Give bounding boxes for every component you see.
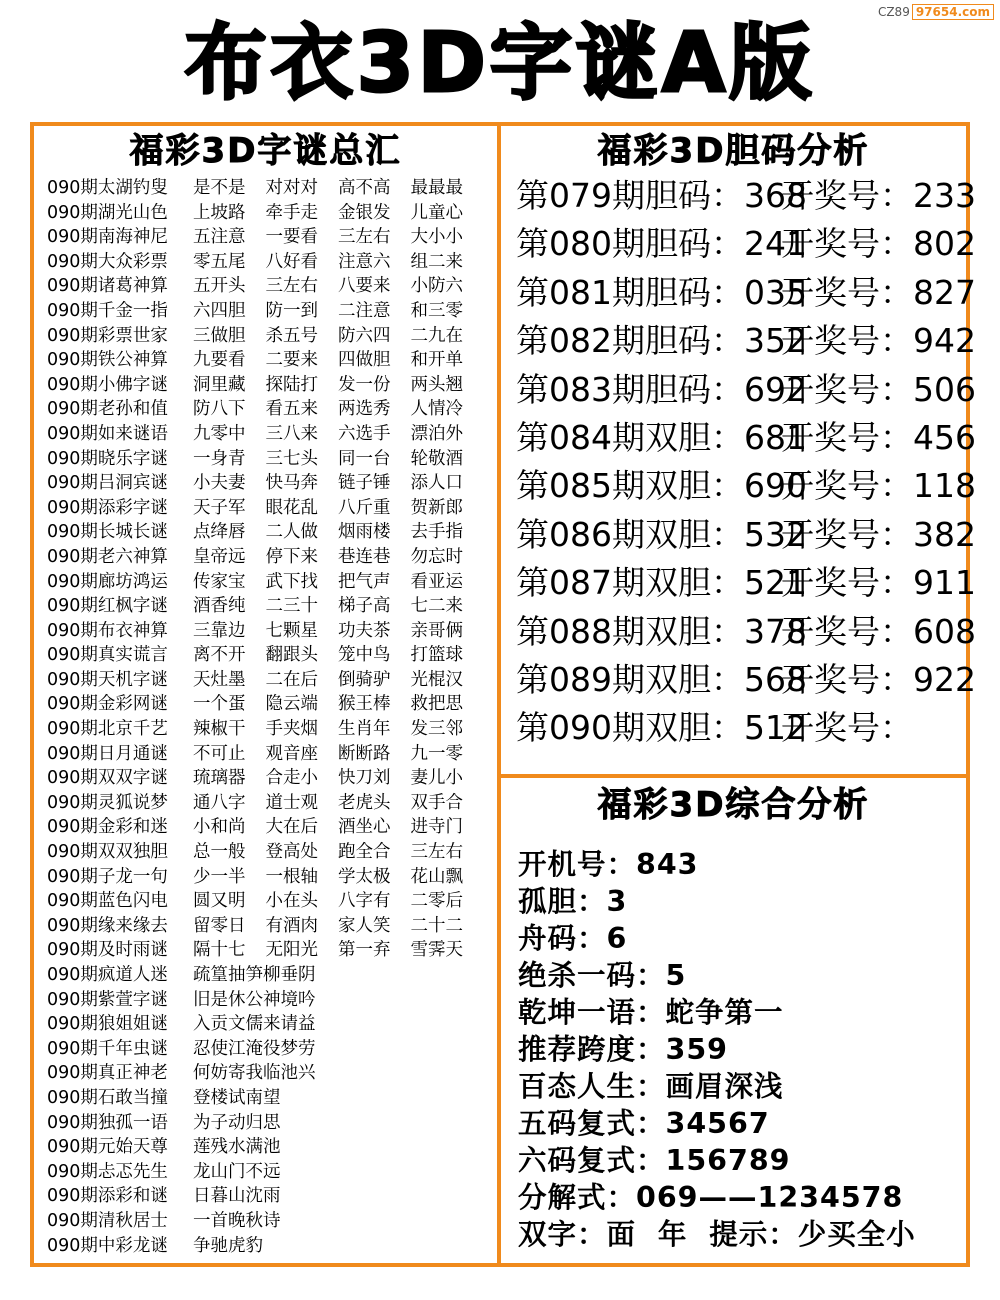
- riddle-clue: 洞里藏: [193, 374, 246, 395]
- riddle-clue: 三八来: [265, 423, 318, 444]
- riddle-source: 090期北京千艺: [47, 719, 168, 740]
- riddle-row: [47, 594, 487, 619]
- riddle-clue: 笼中鸟: [338, 645, 391, 666]
- riddle-row: [47, 914, 487, 939]
- riddle-clue: 入贡文儒来请益: [193, 1014, 316, 1035]
- riddle-clue: 进寺门: [410, 817, 463, 838]
- riddle-clue: 二人做: [265, 522, 318, 543]
- riddle-clue: 道士观: [265, 792, 318, 813]
- combo-item: 五码复式：34567: [518, 1107, 770, 1140]
- riddle-clue: 一身青: [193, 448, 246, 469]
- riddle-row: [47, 1086, 487, 1111]
- riddle-clue: 贺新郎: [410, 497, 463, 518]
- riddle-row: [47, 447, 487, 472]
- riddle-clue: 一首晚秋诗: [193, 1210, 281, 1231]
- riddle-row: [47, 889, 487, 914]
- riddle-row: [47, 545, 487, 570]
- riddle-clue: 八要来: [338, 276, 391, 297]
- riddle-clue: 二要来: [265, 350, 318, 371]
- riddle-clue: 二三十: [265, 596, 318, 617]
- riddle-clue: 救把思: [410, 694, 463, 715]
- combo-item: 分解式：069——1234578: [518, 1181, 904, 1214]
- riddle-source: 090期添彩和谜: [47, 1186, 168, 1207]
- riddle-row: [47, 201, 487, 226]
- riddle-clue: 观音座: [265, 743, 318, 764]
- riddle-clue: 武下找: [265, 571, 318, 592]
- riddle-clue: 少一半: [193, 866, 246, 887]
- riddle-clue: 防六四: [338, 325, 391, 346]
- riddle-row: [47, 324, 487, 349]
- riddle-clue: 光棍汉: [410, 669, 463, 690]
- riddle-row: [47, 840, 487, 865]
- riddle-clue: 酒坐心: [338, 817, 391, 838]
- watermark-domain[interactable]: 97654.com: [912, 4, 994, 20]
- riddle-clue: 点绛唇: [193, 522, 246, 543]
- riddle-clue: 和开单: [410, 350, 463, 371]
- riddle-clue: 梯子高: [338, 596, 391, 617]
- riddle-clue: 隐云端: [265, 694, 318, 715]
- riddle-clue: 九一零: [410, 743, 463, 764]
- page-title: 布衣3D字谜A版: [184, 16, 816, 111]
- riddle-clue: 眼花乱: [265, 497, 318, 518]
- riddle-source: 090期真实谎言: [47, 645, 168, 666]
- riddle-clue: 九零中: [193, 423, 246, 444]
- dan-draw-result: 开奖号：802: [781, 224, 976, 264]
- riddle-clue: 八斤重: [338, 497, 391, 518]
- combo-item: 六码复式：156789: [518, 1144, 791, 1177]
- riddle-source: 090期中彩龙谜: [47, 1235, 168, 1256]
- riddle-row: [47, 1234, 487, 1259]
- riddle-clue: 离不开: [193, 645, 246, 666]
- dan-draw-result: 开奖号：911: [781, 563, 976, 603]
- dan-period-code: 第080期胆码：241: [516, 224, 807, 264]
- riddle-row: [47, 1037, 487, 1062]
- riddle-clue: 八好看: [265, 251, 318, 272]
- riddle-row: [47, 766, 487, 791]
- dan-period-code: 第088期双胆：378: [516, 611, 807, 651]
- combo-item: 双字：面 年 提示：少买全小: [518, 1218, 916, 1251]
- riddle-clue: 七颗星: [265, 620, 318, 641]
- combo-item: 绝杀一码：5: [518, 959, 687, 992]
- riddle-clue: 家人笑: [338, 915, 391, 936]
- riddle-clue: 轮敬酒: [410, 448, 463, 469]
- riddle-clue: 生肖年: [338, 719, 391, 740]
- dan-period-code: 第085期双胆：690: [516, 466, 807, 506]
- riddle-clue: 二九在: [410, 325, 463, 346]
- riddle-row: [47, 520, 487, 545]
- riddle-source: 090期湖光山色: [47, 202, 168, 223]
- riddle-clue: 三左右: [265, 276, 318, 297]
- riddle-clue: 儿童心: [410, 202, 463, 223]
- riddle-row: [47, 938, 487, 963]
- riddle-clue: 小夫妻: [193, 473, 246, 494]
- riddle-clue: 断断路: [338, 743, 391, 764]
- riddle-source: 090期蓝色闪电: [47, 891, 168, 912]
- riddle-clue: 旧是休公神境吟: [193, 989, 316, 1010]
- riddles-list: [47, 176, 487, 1258]
- riddle-row: [47, 1184, 487, 1209]
- riddle-clue: 妻儿小: [410, 768, 463, 789]
- dan-row: [516, 220, 976, 268]
- riddle-source: 090期铁公神算: [47, 350, 168, 371]
- riddle-clue: 链子锤: [338, 473, 391, 494]
- dan-draw-result: 开奖号：608: [781, 611, 976, 651]
- riddle-clue: 功夫茶: [338, 620, 391, 641]
- riddle-source: 090期金彩和迷: [47, 817, 168, 838]
- riddle-source: 090期太湖钓叟: [47, 178, 168, 198]
- combo-item: 乾坤一语：蛇争第一: [518, 996, 784, 1029]
- riddle-clue: 快刀刘: [338, 768, 391, 789]
- riddle-clue: 添人口: [410, 473, 463, 494]
- riddle-clue: 七二来: [410, 596, 463, 617]
- riddle-clue: 隔十七: [193, 940, 246, 961]
- riddle-clue: 防一到: [265, 300, 318, 321]
- dan-row: [516, 414, 976, 462]
- riddle-clue: 四做胆: [338, 350, 391, 371]
- riddle-clue: 六四胆: [193, 300, 246, 321]
- riddle-source: 090期南海神尼: [47, 227, 168, 248]
- riddle-clue: 莲残水满池: [193, 1137, 281, 1158]
- riddle-clue: 看五来: [265, 399, 318, 420]
- riddle-clue: 二十二: [410, 915, 463, 936]
- riddle-clue: 小防六: [410, 276, 463, 297]
- riddle-source: 090期布衣神算: [47, 620, 168, 641]
- dan-draw-result: 开奖号：456: [781, 417, 976, 457]
- riddle-clue: 五注意: [193, 227, 246, 248]
- riddle-source: 090期天机字谜: [47, 669, 168, 690]
- riddle-clue: 翻跟头: [265, 645, 318, 666]
- dan-period-code: 第081期胆码：035: [516, 272, 807, 312]
- riddle-row: [47, 1111, 487, 1136]
- riddle-source: 090期及时雨谜: [47, 940, 168, 961]
- riddle-source: 090期老孙和值: [47, 399, 168, 420]
- dan-row: [516, 172, 976, 220]
- dan-row: [516, 559, 976, 607]
- riddle-clue: 倒骑驴: [338, 669, 391, 690]
- riddle-source: 090期诸葛神算: [47, 276, 168, 297]
- riddle-clue: 老虎头: [338, 792, 391, 813]
- riddle-clue: 天子军: [193, 497, 246, 518]
- riddle-source: 090期晓乐字谜: [47, 448, 168, 469]
- riddle-row: [47, 225, 487, 250]
- riddle-clue: 六选手: [338, 423, 391, 444]
- riddle-clue: 同一台: [338, 448, 391, 469]
- riddle-source: 090期石敢当撞: [47, 1087, 168, 1108]
- riddle-row: [47, 963, 487, 988]
- riddle-row: [47, 717, 487, 742]
- riddle-clue: 手夹烟: [265, 719, 318, 740]
- riddle-row: [47, 373, 487, 398]
- riddle-source: 090期红枫字谜: [47, 596, 168, 617]
- riddle-clue: 不可止: [193, 743, 246, 764]
- dan-period-code: 第089期双胆：568: [516, 659, 807, 699]
- riddle-clue: 快马奔: [265, 473, 318, 494]
- dan-draw-result: 开奖号：922: [781, 659, 976, 699]
- riddle-source: 090期吕洞宾谜: [47, 473, 168, 494]
- riddle-row: [47, 176, 487, 201]
- riddles-section-title: 福彩3D字谜总汇: [129, 131, 402, 171]
- riddle-source: 090期双双字谜: [47, 768, 168, 789]
- riddle-clue: 打篮球: [410, 645, 463, 666]
- riddle-source: 090期疯道人迷: [47, 965, 168, 985]
- riddle-clue: 金银发: [338, 202, 391, 223]
- riddle-clue: 疏篁抽笋柳垂阴: [193, 965, 316, 985]
- riddle-clue: 去手指: [410, 522, 463, 543]
- riddle-row: [47, 397, 487, 422]
- riddle-clue: 是不是: [193, 178, 246, 198]
- riddle-clue: 圆又明: [193, 891, 246, 912]
- column-divider: [497, 122, 501, 1267]
- riddle-clue: 零五尾: [193, 251, 246, 272]
- riddle-clue: 雪霁天: [410, 940, 463, 961]
- riddle-source: 090期添彩字谜: [47, 497, 168, 518]
- riddle-clue: 猴王棒: [338, 694, 391, 715]
- riddle-row: [47, 570, 487, 595]
- riddle-clue: 和三零: [410, 300, 463, 321]
- riddle-clue: 三靠边: [193, 620, 246, 641]
- riddle-clue: 龙山门不远: [193, 1161, 281, 1182]
- combo-analysis-list: [518, 846, 968, 1253]
- riddle-clue: 忍使江淹役梦劳: [193, 1038, 316, 1059]
- riddle-clue: 有酒肉: [265, 915, 318, 936]
- dan-draw-result: 开奖号：118: [781, 466, 976, 506]
- riddle-source: 090期子龙一句: [47, 866, 168, 887]
- riddle-source: 090期小佛字谜: [47, 374, 168, 395]
- riddle-clue: 传家宝: [193, 571, 246, 592]
- riddle-source: 090期双双独胆: [47, 842, 168, 863]
- riddle-clue: 一要看: [265, 227, 318, 248]
- riddle-row: [47, 348, 487, 373]
- dan-period-code: 第086期双胆：532: [516, 514, 807, 554]
- riddle-clue: 辣椒干: [193, 719, 246, 740]
- riddle-clue: 对对对: [265, 178, 318, 198]
- riddle-clue: 两选秀: [338, 399, 391, 420]
- dan-period-code: 第082期胆码：352: [516, 321, 807, 361]
- riddle-source: 090期大众彩票: [47, 251, 168, 272]
- riddle-clue: 总一般: [193, 842, 246, 863]
- riddle-clue: 三做胆: [193, 325, 246, 346]
- riddle-clue: 三左右: [410, 842, 463, 863]
- riddle-clue: 两头翘: [410, 374, 463, 395]
- riddle-source: 090期忐忑先生: [47, 1161, 168, 1182]
- riddle-row: [47, 643, 487, 668]
- dan-period-code: 第090期双胆：512: [516, 708, 807, 748]
- riddle-source: 090期千金一指: [47, 300, 168, 321]
- riddle-row: [47, 988, 487, 1013]
- riddle-clue: 探陆打: [265, 374, 318, 395]
- dan-code-list: [516, 172, 976, 753]
- riddle-clue: 发一份: [338, 374, 391, 395]
- riddle-row: [47, 1209, 487, 1234]
- riddle-clue: 何妨寄我临池兴: [193, 1063, 316, 1084]
- riddle-clue: 最最最: [410, 178, 463, 198]
- riddle-clue: 发三邻: [410, 719, 463, 740]
- riddle-clue: 一根轴: [265, 866, 318, 887]
- riddle-row: [47, 791, 487, 816]
- riddle-clue: 人情冷: [410, 399, 463, 420]
- riddle-clue: 小在头: [265, 891, 318, 912]
- dan-draw-result: 开奖号：506: [781, 369, 976, 409]
- riddle-row: [47, 471, 487, 496]
- riddle-row: [47, 274, 487, 299]
- dan-row: [516, 608, 976, 656]
- riddle-clue: 争驰虎豹: [193, 1235, 263, 1256]
- combo-item: 舟码：6: [518, 922, 628, 955]
- riddle-clue: 九要看: [193, 350, 246, 371]
- riddle-clue: 高不高: [338, 178, 391, 198]
- riddle-clue: 防八下: [193, 399, 246, 420]
- riddle-source: 090期独孤一语: [47, 1112, 168, 1133]
- riddle-clue: 酒香纯: [193, 596, 246, 617]
- riddle-clue: 为子动归思: [193, 1112, 281, 1133]
- riddle-clue: 琉璃器: [193, 768, 246, 789]
- riddle-clue: 二零后: [410, 891, 463, 912]
- combo-section-title: 福彩3D综合分析: [597, 785, 870, 825]
- riddle-clue: 登高处: [265, 842, 318, 863]
- watermark-prefix: CZ89: [877, 5, 910, 19]
- riddle-source: 090期紫萱字谜: [47, 989, 168, 1010]
- riddle-row: [47, 422, 487, 447]
- riddle-clue: 跑全合: [338, 842, 391, 863]
- dan-draw-result: 开奖号：827: [781, 272, 976, 312]
- riddle-clue: 二在后: [265, 669, 318, 690]
- riddle-row: [47, 865, 487, 890]
- riddle-clue: 学太极: [338, 866, 391, 887]
- dan-row: [516, 317, 976, 365]
- riddle-clue: 注意六: [338, 251, 391, 272]
- riddle-clue: 无阳光: [265, 940, 318, 961]
- dan-draw-result: 开奖号：942: [781, 321, 976, 361]
- riddle-source: 090期金彩网谜: [47, 694, 168, 715]
- riddle-clue: 组二来: [410, 251, 463, 272]
- riddle-source: 090期清秋居士: [47, 1210, 168, 1231]
- riddle-clue: 大小小: [410, 227, 463, 248]
- riddle-clue: 大在后: [265, 817, 318, 838]
- dan-draw-result: 开奖号：382: [781, 514, 976, 554]
- riddle-clue: 杀五号: [265, 325, 318, 346]
- riddle-clue: 漂泊外: [410, 423, 463, 444]
- riddle-row: [47, 742, 487, 767]
- dan-draw-result: 开奖号：: [781, 708, 913, 748]
- dan-draw-result: 开奖号：233: [781, 176, 976, 215]
- dan-period-code: 第079期胆码：368: [516, 176, 807, 215]
- riddle-clue: 皇帝远: [193, 546, 246, 567]
- riddle-clue: 八字有: [338, 891, 391, 912]
- riddle-clue: 合走小: [265, 768, 318, 789]
- riddle-clue: 第一弃: [338, 940, 391, 961]
- dan-row: [516, 511, 976, 559]
- riddle-source: 090期廊坊鸿运: [47, 571, 168, 592]
- riddle-clue: 日暮山沈雨: [193, 1186, 281, 1207]
- riddle-row: [47, 1160, 487, 1185]
- riddle-row: [47, 668, 487, 693]
- riddle-clue: 留零日: [193, 915, 246, 936]
- riddle-row: [47, 299, 487, 324]
- riddle-source: 090期长城长谜: [47, 522, 168, 543]
- riddle-clue: 二注意: [338, 300, 391, 321]
- riddle-clue: 五开头: [193, 276, 246, 297]
- riddle-row: [47, 619, 487, 644]
- riddle-clue: 小和尚: [193, 817, 246, 838]
- riddle-clue: 上坡路: [193, 202, 246, 223]
- riddle-clue: 勿忘时: [410, 546, 463, 567]
- riddle-clue: 登楼试南望: [193, 1087, 281, 1108]
- riddle-source: 090期彩票世家: [47, 325, 168, 346]
- riddle-row: [47, 815, 487, 840]
- dan-period-code: 第084期双胆：681: [516, 417, 807, 457]
- riddle-clue: 通八字: [193, 792, 246, 813]
- riddle-clue: 看亚运: [410, 571, 463, 592]
- riddle-source: 090期真正神老: [47, 1063, 168, 1084]
- dan-section-title: 福彩3D胆码分析: [597, 131, 870, 171]
- riddle-row: [47, 1135, 487, 1160]
- dan-period-code: 第087期双胆：521: [516, 563, 807, 603]
- riddle-source: 090期日月通谜: [47, 743, 168, 764]
- dan-period-code: 第083期胆码：692: [516, 369, 807, 409]
- riddle-clue: 烟雨楼: [338, 522, 391, 543]
- riddle-clue: 花山飘: [410, 866, 463, 887]
- riddle-source: 090期缘来缘去: [47, 915, 168, 936]
- riddle-source: 090期千年虫谜: [47, 1038, 168, 1059]
- riddle-row: [47, 1012, 487, 1037]
- combo-item: 百态人生：画眉深浅: [518, 1070, 784, 1103]
- riddle-row: [47, 496, 487, 521]
- dan-row: [516, 656, 976, 704]
- riddle-clue: 天灶墨: [193, 669, 246, 690]
- riddle-clue: 停下来: [265, 546, 318, 567]
- riddle-source: 090期狼姐姐谜: [47, 1014, 168, 1035]
- riddle-source: 090期老六神算: [47, 546, 168, 567]
- combo-item: 开机号：843: [518, 848, 699, 881]
- dan-row: [516, 269, 976, 317]
- riddle-clue: 牵手走: [265, 202, 318, 223]
- dan-row: [516, 462, 976, 510]
- riddle-clue: 双手合: [410, 792, 463, 813]
- riddle-clue: 亲哥俩: [410, 620, 463, 641]
- riddle-row: [47, 1061, 487, 1086]
- riddle-clue: 三七头: [265, 448, 318, 469]
- riddle-source: 090期灵狐说梦: [47, 792, 168, 813]
- riddle-clue: 巷连巷: [338, 546, 391, 567]
- combo-item: 推荐跨度：359: [518, 1033, 728, 1066]
- riddle-clue: 三左右: [338, 227, 391, 248]
- riddle-row: [47, 692, 487, 717]
- riddle-source: 090期元始天尊: [47, 1137, 168, 1158]
- riddle-row: [47, 250, 487, 275]
- riddle-source: 090期如来谜语: [47, 423, 168, 444]
- riddle-clue: 把气声: [338, 571, 391, 592]
- combo-item: 孤胆：3: [518, 885, 628, 918]
- dan-row: [516, 366, 976, 414]
- section-divider: [497, 774, 970, 778]
- dan-row: [516, 704, 966, 752]
- riddle-clue: 一个蛋: [193, 694, 246, 715]
